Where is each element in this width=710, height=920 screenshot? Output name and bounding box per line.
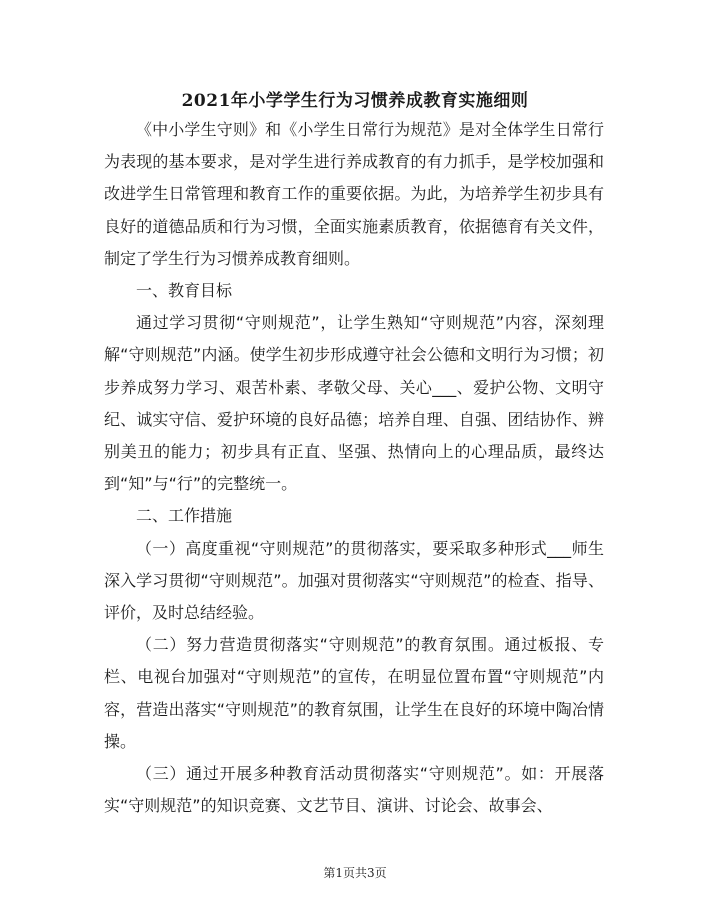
page-number-footer: 第1页共3页 bbox=[323, 866, 387, 880]
paragraph-measure-1: （一）高度重视“守则规范”的贯彻落实，要采取多种形式___师生深入学习贯彻“守则规范”。加强对贯彻落实“守则规范”的检查、指导、评价，及时总结经验。 bbox=[104, 538, 604, 623]
section-heading-measures: 二、工作措施 bbox=[136, 506, 233, 526]
paragraph-measure-2: （二）努力营造贯彻落实“守则规范”的教育氛围。通过板报、专栏、电视台加强对“守则规范”的宣传，在明显位置布置“守则规范”内容，营造出落实“守则规范”的教育氛围，让学生在良好的环境中陶冶情操。 bbox=[104, 635, 604, 751]
paragraph-goals: 通过学习贯彻“守则规范”，让学生熟知“守则规范”内容，深刻理解“守则规范”内涵。使学生初步形成遵守社会公德和文明行为习惯；初步养成努力学习、艰苦朴素、孝敬父母、关心___、爱护公物、文明守纪、诚实守信、爱护环境的良好品德；培养自理、自强、团结协作、辨别美丑的能力；初步具有正直、坚强、热情向上的心理品质，最终达到“知”与“行”的完整统一。 bbox=[104, 313, 604, 494]
section-heading-goals: 一、教育目标 bbox=[136, 281, 233, 301]
document-title: 2021年小学学生行为习惯养成教育实施细则 bbox=[181, 91, 529, 111]
paragraph-intro: 《中小学生守则》和《小学生日常行为规范》是对全体学生日常行为表现的基本要求，是对学生进行养成教育的有力抓手，是学校加强和改进学生日常管理和教育工作的重要依据。为此，为培养学生初步具有良好的道德品质和行为习惯，全面实施素质教育，依据德育有关文件，制定了学生行为习惯养成教育细则。 bbox=[104, 120, 604, 268]
document-body bbox=[104, 114, 604, 822]
paragraph-measure-3: （三）通过开展多种教育活动贯彻落实“守则规范”。如：开展落实“守则规范”的知识竞赛、文艺节目、演讲、讨论会、故事会、 bbox=[104, 764, 604, 816]
